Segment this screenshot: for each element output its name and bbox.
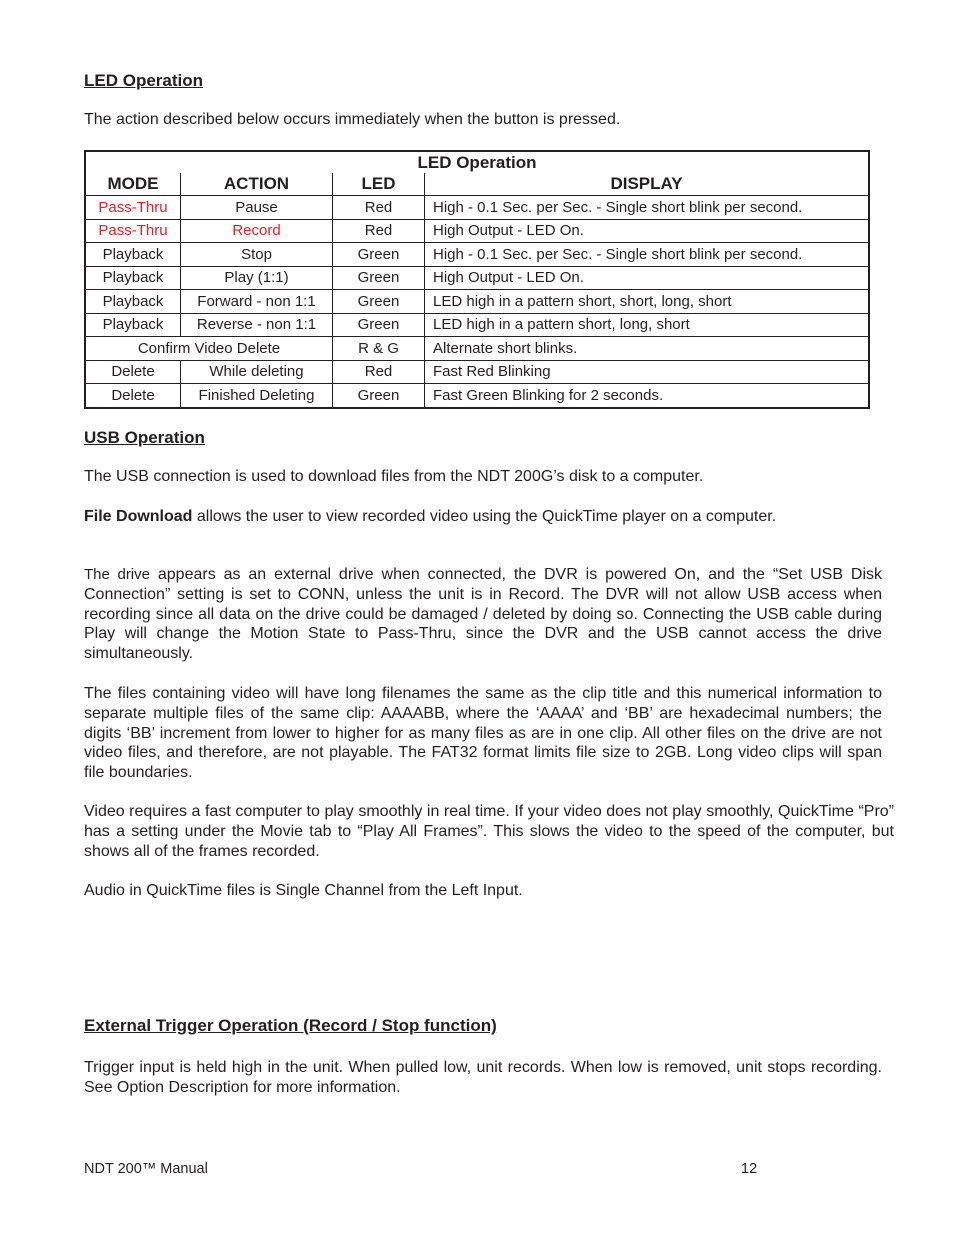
table-row: [85, 196, 869, 220]
table-row: [85, 219, 869, 243]
table-row: [85, 337, 869, 361]
footer-manual-title: NDT 200™ Manual: [84, 1161, 208, 1177]
external-trigger-heading: External Trigger Operation (Record / Stop function): [84, 1016, 497, 1035]
display-cell: High Output - LED On.: [425, 219, 870, 243]
action-cell: Stop: [181, 243, 333, 267]
file-download-paragraph: [84, 507, 882, 527]
led-cell: R & G: [333, 337, 425, 361]
table-row: [85, 243, 869, 267]
mode-cell: Playback: [85, 243, 181, 267]
mode-cell: Delete: [85, 384, 181, 408]
display-cell: LED high in a pattern short, short, long, short: [425, 290, 870, 314]
usb-operation-heading: USB Operation: [84, 428, 205, 447]
led-cell: Green: [333, 313, 425, 337]
mode-cell: Pass-Thru: [85, 219, 181, 243]
drive-body-text: appears as an external drive when connected, the DVR is powered On, and the “Set USB Disk Connection” setting is set to CONN, unless the unit is in Record. The DVR will not allow USB access when recording since all data on the drive could be damaged / deleted by doing so. Connecting the USB cable during Play will change the Motion State to Pass-Thru, since the DVR and the USB cannot access the drive simultaneously.: [84, 566, 882, 663]
led-intro-text: The action described below occurs immediately when the button is pressed.: [84, 111, 621, 128]
led-cell: Red: [333, 196, 425, 220]
led-cell: Green: [333, 290, 425, 314]
led-cell: Red: [333, 219, 425, 243]
action-cell: While deleting: [181, 360, 333, 384]
file-download-text: allows the user to view recorded video using the QuickTime player on a computer.: [192, 508, 777, 525]
column-header-mode: MODE: [85, 173, 181, 196]
led-cell: Green: [333, 384, 425, 408]
action-cell: Reverse - non 1:1: [181, 313, 333, 337]
filenames-paragraph: The files containing video will have long filenames the same as the clip title and this numerical information to separate multiple files of the same clip: AAAABB, where the ‘AAAA’ and ‘BB’ are hexadecimal numbers; the digits ‘BB’ increment from lower to higher for as many files as are in one clip. All other files on the drive are not video files, and therefore, are not playable. The FAT32 format limits file size to 2GB. Long video clips will span file boundaries.: [84, 685, 882, 782]
trigger-paragraph: Trigger input is held high in the unit. When pulled low, unit records. When low is removed, unit stops recording. See Option Description for more information.: [84, 1059, 882, 1096]
table-row: [85, 313, 869, 337]
mode-cell: Playback: [85, 266, 181, 290]
display-cell: High - 0.1 Sec. per Sec. - Single short blink per second.: [425, 243, 870, 267]
display-cell: High - 0.1 Sec. per Sec. - Single short blink per second.: [425, 196, 870, 220]
page-number: 12: [741, 1161, 758, 1177]
table-row: [85, 384, 869, 408]
video-speed-paragraph: Video requires a fast computer to play smoothly in real time. If your video does not play smoothly, QuickTime “Pro” has a setting under the Movie tab to “Play All Frames”. This slows the video to the speed of the computer, but shows all of the frames recorded.: [84, 803, 894, 860]
mode-cell: Playback: [85, 313, 181, 337]
display-cell: High Output - LED On.: [425, 266, 870, 290]
display-cell: LED high in a pattern short, long, short: [425, 313, 870, 337]
table-caption: LED Operation: [85, 151, 869, 173]
audio-paragraph: Audio in QuickTime files is Single Channel from the Left Input.: [84, 882, 523, 899]
usb-intro-text: The USB connection is used to download files from the NDT 200G’s disk to a computer.: [84, 468, 704, 485]
column-header-action: ACTION: [181, 173, 333, 196]
column-header-display: DISPLAY: [425, 173, 870, 196]
display-cell: Fast Green Blinking for 2 seconds.: [425, 384, 870, 408]
led-cell: Green: [333, 266, 425, 290]
action-cell: Finished Deleting: [181, 384, 333, 408]
led-cell: Red: [333, 360, 425, 384]
led-operation-table: [84, 150, 870, 409]
merged-mode-action-cell: Confirm Video Delete: [85, 337, 333, 361]
led-operation-heading: LED Operation: [84, 71, 204, 90]
action-cell: Play (1:1): [181, 266, 333, 290]
display-cell: Alternate short blinks.: [425, 337, 870, 361]
action-cell: Forward - non 1:1: [181, 290, 333, 314]
action-cell: Pause: [181, 196, 333, 220]
table-row: [85, 360, 869, 384]
mode-cell: Pass-Thru: [85, 196, 181, 220]
display-cell: Fast Red Blinking: [425, 360, 870, 384]
table-row: [85, 266, 869, 290]
mode-cell: Delete: [85, 360, 181, 384]
table-row: [85, 290, 869, 314]
drive-lead-text: The drive: [84, 566, 150, 583]
file-download-term: File Download: [84, 508, 193, 525]
led-cell: Green: [333, 243, 425, 267]
action-cell: Record: [181, 219, 333, 243]
mode-cell: Playback: [85, 290, 181, 314]
drive-paragraph: [84, 565, 882, 664]
column-header-led: LED: [333, 173, 425, 196]
